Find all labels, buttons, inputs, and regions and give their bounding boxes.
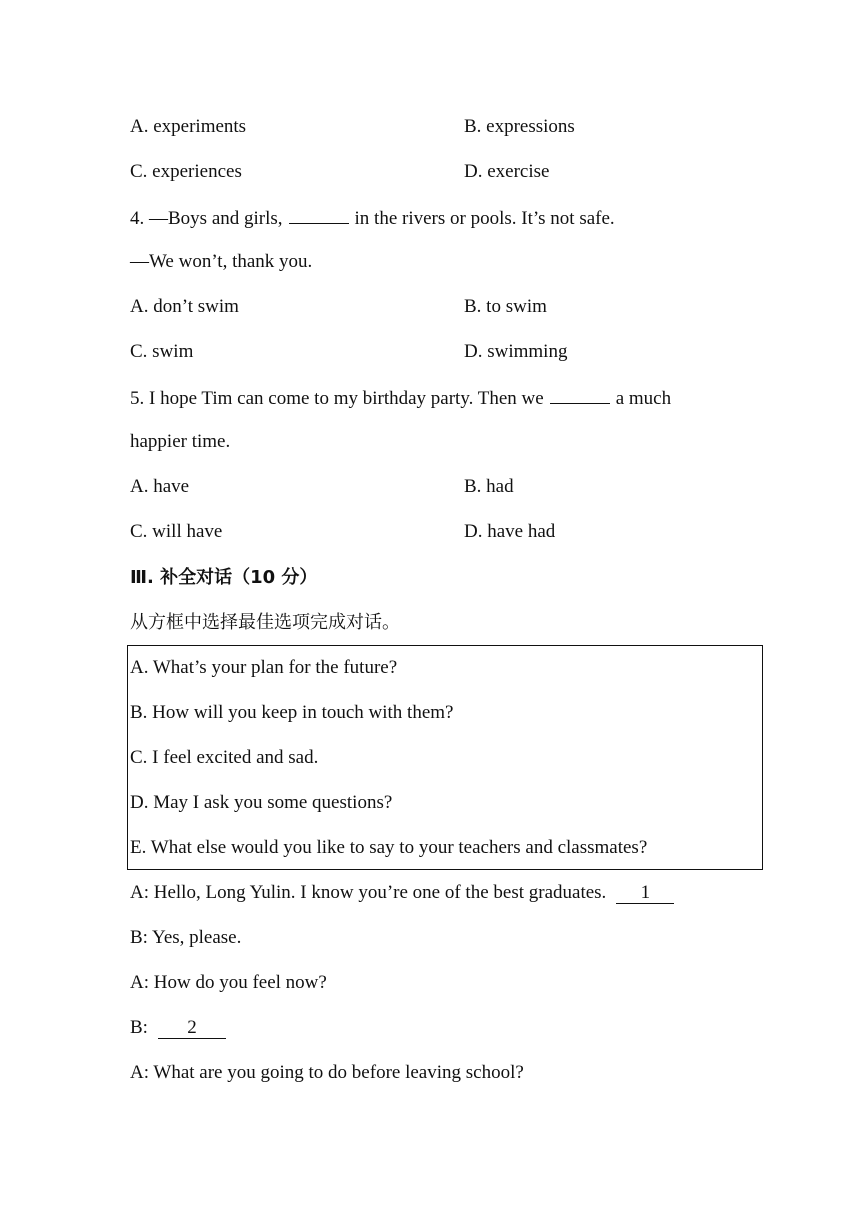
q3-option-d: D. exercise [464,161,550,182]
q4-option-c: C. swim [130,341,194,362]
q5-options-row-2 [130,520,770,544]
q3-options-row-2 [130,160,770,184]
section-3-title: Ⅲ. 补全对话（10 分） [130,567,318,588]
dialogue-line-4-speaker: B: [130,1017,148,1038]
q4-answer-blank [289,205,349,224]
box-option-c: C. I feel excited and sad. [130,747,319,768]
q5-stem-after: a much [615,388,672,409]
box-option-d: D. May I ask you some questions? [130,792,393,813]
q3-options-row-1 [130,115,770,139]
q5-options-row-1 [130,475,770,499]
options-box [127,645,763,870]
q5-stem-line2: happier time. [130,431,231,452]
q5-stem-before: 5. I hope Tim can come to my birthday party. Then we [130,388,544,409]
q4-option-a: A. don’t swim [130,296,239,317]
box-option-b: B. How will you keep in touch with them? [130,702,454,723]
dialogue-line-1 [130,881,674,905]
dialogue-blank-2: 2 [158,1018,226,1039]
q4-reply: —We won’t, thank you. [130,251,313,272]
q4-stem-after: in the rivers or pools. It’s not safe. [354,208,615,229]
q4-options-row-2 [130,340,770,364]
q3-option-a: A. experiments [130,116,247,137]
dialogue-line-3: A: How do you feel now? [130,972,327,993]
q4-stem-before: 4. —Boys and girls, [130,208,283,229]
section-3-instruction: 从方框中选择最佳选项完成对话。 [130,612,400,633]
dialogue-line-4 [130,1016,226,1040]
dialogue-line-2: B: Yes, please. [130,927,242,948]
q5-answer-blank [550,385,610,404]
dialogue-line-5: A: What are you going to do before leaving school? [130,1062,524,1083]
box-option-e: E. What else would you like to say to your teachers and classmates? [130,837,648,858]
dialogue-blank-1: 1 [616,883,674,904]
q3-option-c: C. experiences [130,161,242,182]
q3-option-b: B. expressions [464,116,575,137]
dialogue-line-1-text: A: Hello, Long Yulin. I know you’re one of the best graduates. [130,882,607,903]
q4-options-row-1 [130,295,770,319]
q5-option-d: D. have had [464,521,556,542]
q5-option-b: B. had [464,476,514,497]
q5-option-c: C. will have [130,521,223,542]
q5-stem [130,385,671,409]
q4-option-d: D. swimming [464,341,568,362]
q5-option-a: A. have [130,476,190,497]
q4-stem [130,205,615,229]
q4-option-b: B. to swim [464,296,547,317]
box-option-a: A. What’s your plan for the future? [130,657,398,678]
